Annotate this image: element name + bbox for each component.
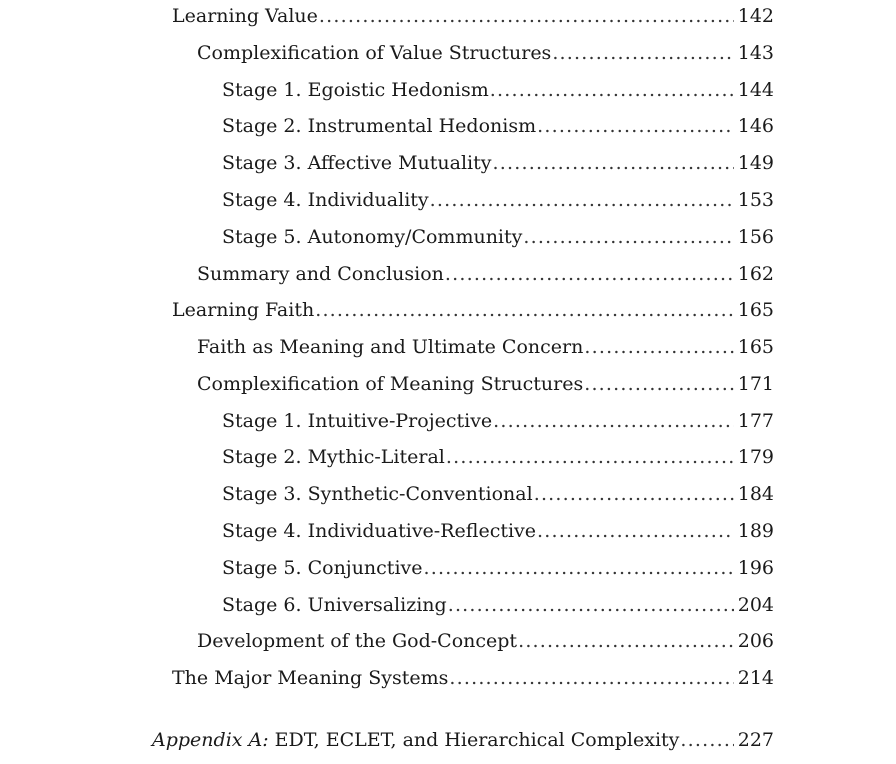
toc-page-number: 144 bbox=[737, 79, 774, 101]
toc-entry[interactable] bbox=[197, 371, 774, 397]
toc-entry-title: Learning Value bbox=[172, 5, 318, 27]
toc-page-number: 184 bbox=[737, 483, 774, 505]
toc-entry[interactable] bbox=[222, 187, 774, 213]
dot-leader bbox=[319, 3, 734, 29]
toc-entry-title: EDT, ECLET, and Hierarchical Complexity bbox=[274, 729, 680, 751]
toc-entry-title: Complexification of Meaning Structures bbox=[197, 373, 584, 395]
toc-entry-title: Stage 2. Mythic-Literal bbox=[222, 446, 445, 468]
toc-entry-learning-faith[interactable] bbox=[172, 297, 774, 323]
toc-entry-title: Stage 2. Instrumental Hedonism bbox=[222, 115, 537, 137]
toc-entry-title: Stage 6. Universalizing bbox=[222, 594, 447, 616]
dot-leader bbox=[446, 444, 734, 470]
toc-page-number: 179 bbox=[737, 446, 774, 468]
toc-page-number: 171 bbox=[737, 373, 774, 395]
toc-entry[interactable] bbox=[222, 481, 774, 507]
toc-page-number: 165 bbox=[737, 299, 774, 321]
toc-entry[interactable] bbox=[222, 77, 774, 103]
dot-leader bbox=[552, 40, 733, 66]
dot-leader bbox=[445, 261, 734, 287]
dot-leader bbox=[424, 555, 734, 581]
toc-entry[interactable] bbox=[197, 628, 774, 654]
toc-entry[interactable] bbox=[222, 150, 774, 176]
toc-page-number: 196 bbox=[737, 557, 774, 579]
toc-page-number: 156 bbox=[737, 226, 774, 248]
toc-page-number: 189 bbox=[737, 520, 774, 542]
toc-entry-title: Complexification of Value Structures bbox=[197, 42, 552, 64]
dot-leader bbox=[448, 592, 734, 618]
toc-entry-title: Faith as Meaning and Ultimate Concern bbox=[197, 336, 584, 358]
toc-entry-title: Stage 3. Affective Mutuality bbox=[222, 152, 492, 174]
toc-entry[interactable] bbox=[172, 665, 774, 691]
dot-leader bbox=[523, 224, 733, 250]
toc-page-number: 142 bbox=[737, 5, 774, 27]
toc-entry-title: Learning Faith bbox=[172, 299, 315, 321]
toc-entry-title: Development of the God-Concept bbox=[197, 630, 518, 652]
toc-entry[interactable] bbox=[222, 224, 774, 250]
toc-entry[interactable] bbox=[222, 518, 774, 544]
toc-page-number: 149 bbox=[737, 152, 774, 174]
dot-leader bbox=[430, 187, 734, 213]
toc-page-number: 153 bbox=[737, 189, 774, 211]
toc-entry-title: Stage 5. Conjunctive bbox=[222, 557, 423, 579]
toc-entry-title: Stage 4. Individuative-Reflective bbox=[222, 520, 537, 542]
dot-leader bbox=[680, 727, 733, 753]
toc-page-number: 177 bbox=[737, 410, 774, 432]
dot-leader bbox=[315, 297, 734, 323]
dot-leader bbox=[537, 518, 734, 544]
toc-page-number: 146 bbox=[737, 115, 774, 137]
dot-leader bbox=[449, 665, 733, 691]
dot-leader bbox=[584, 334, 733, 360]
dot-leader bbox=[490, 77, 734, 103]
toc-entry[interactable] bbox=[222, 592, 774, 618]
toc-entry[interactable] bbox=[222, 555, 774, 581]
dot-leader bbox=[493, 408, 734, 434]
dot-leader bbox=[537, 113, 734, 139]
toc-entry[interactable] bbox=[222, 408, 774, 434]
toc-entry[interactable] bbox=[197, 334, 774, 360]
toc-entry-title: The Major Meaning Systems bbox=[172, 667, 449, 689]
toc-page-number: 143 bbox=[737, 42, 774, 64]
toc-entry-title: Stage 5. Autonomy/Community bbox=[222, 226, 523, 248]
toc-entry-title: Stage 4. Individuality bbox=[222, 189, 429, 211]
toc-page-number: 162 bbox=[737, 263, 774, 285]
dot-leader bbox=[493, 150, 734, 176]
toc-entry-title: Stage 3. Synthetic-Conventional bbox=[222, 483, 533, 505]
toc-entry-title: Stage 1. Intuitive-Projective bbox=[222, 410, 493, 432]
toc-page-number: 214 bbox=[737, 667, 774, 689]
toc-entry-title: Summary and Conclusion bbox=[197, 263, 444, 285]
toc-entry-appendix-a[interactable] bbox=[152, 727, 774, 753]
dot-leader bbox=[534, 481, 734, 507]
toc-entry[interactable] bbox=[197, 261, 774, 287]
toc-page-number: 227 bbox=[737, 729, 774, 751]
toc-page-number: 165 bbox=[737, 336, 774, 358]
toc-page-number: 204 bbox=[737, 594, 774, 616]
dot-leader bbox=[518, 628, 734, 654]
toc-entry[interactable] bbox=[197, 40, 774, 66]
toc-entry-title: Stage 1. Egoistic Hedonism bbox=[222, 79, 489, 101]
toc-entry-learning-value[interactable] bbox=[172, 3, 774, 29]
toc-page-number: 206 bbox=[737, 630, 774, 652]
toc-entry[interactable] bbox=[222, 444, 774, 470]
dot-leader bbox=[584, 371, 734, 397]
toc-entry[interactable] bbox=[222, 113, 774, 139]
appendix-label: Appendix A: bbox=[152, 729, 269, 751]
